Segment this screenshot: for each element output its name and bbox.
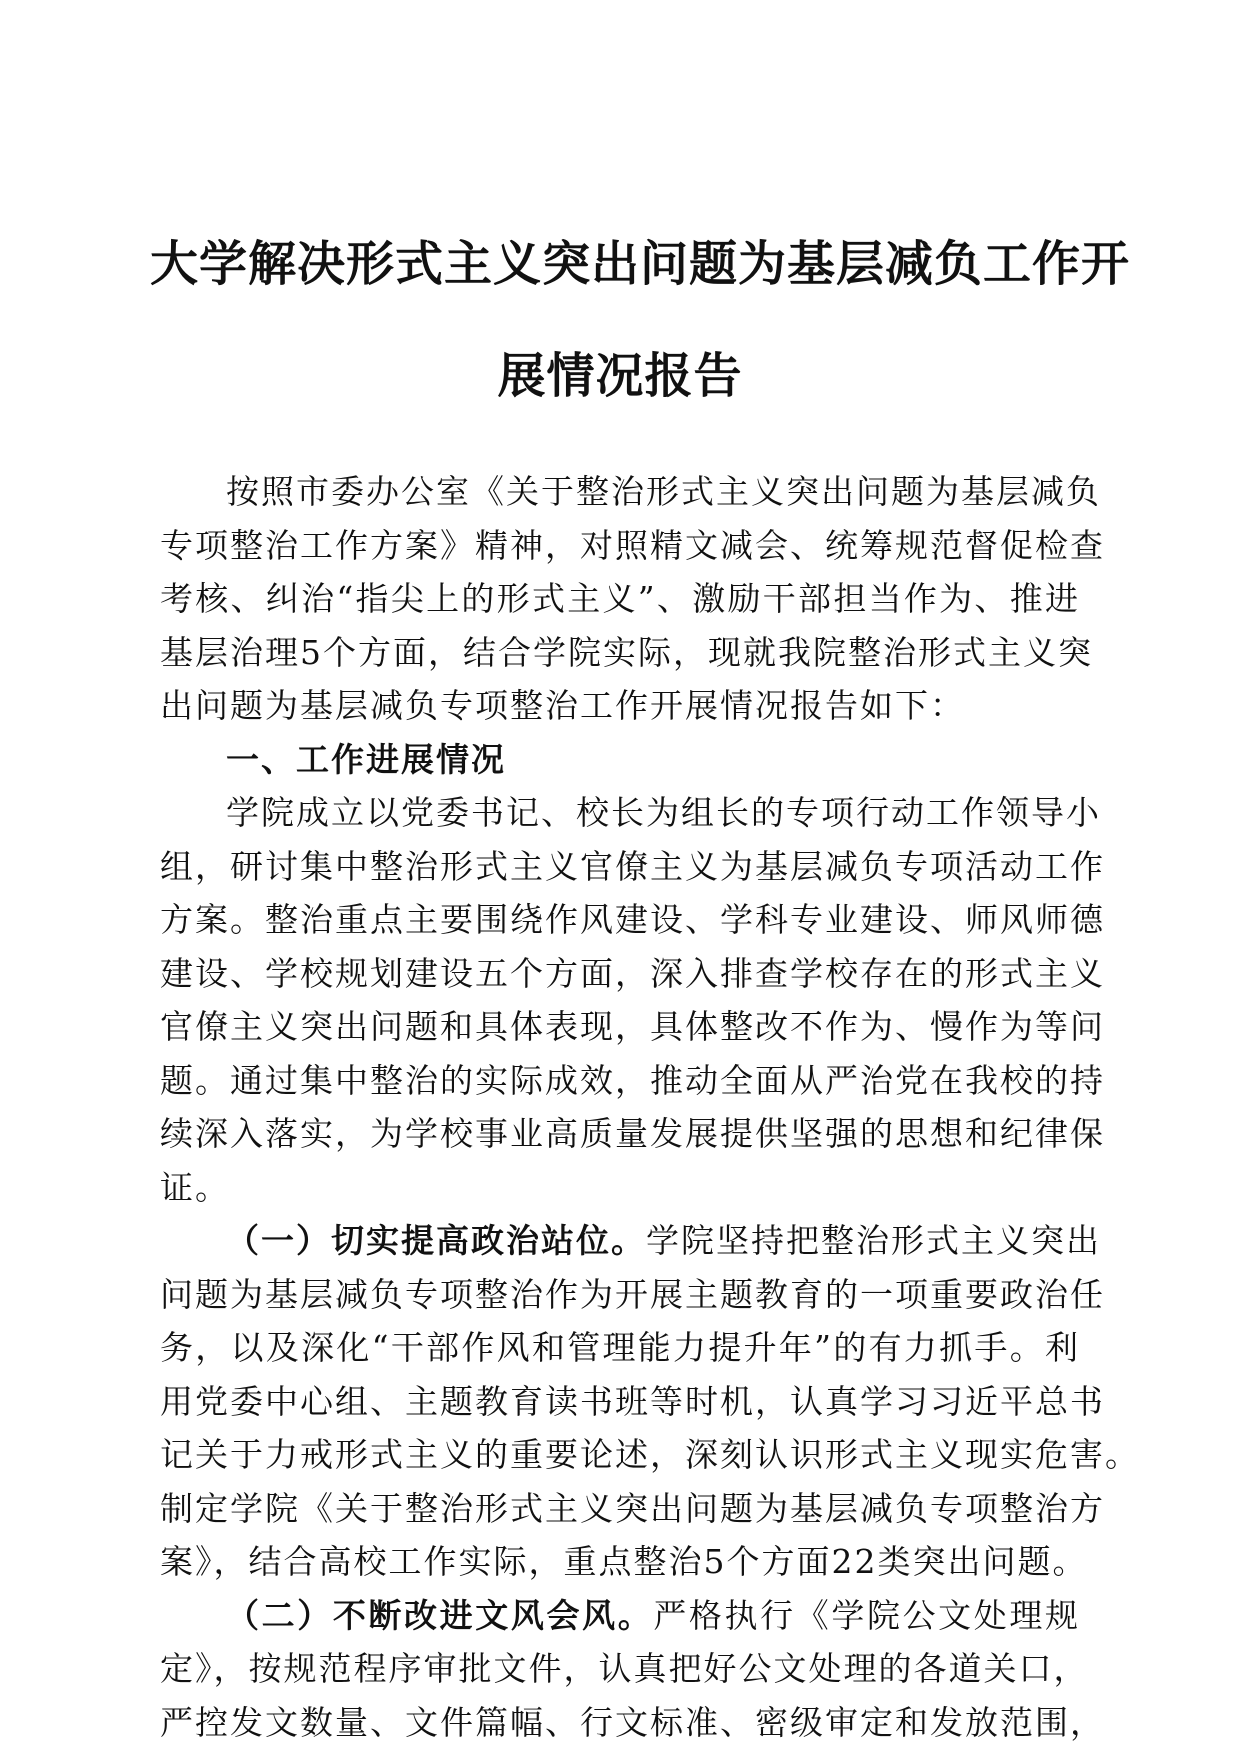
document-body	[160, 465, 1140, 1749]
intro-line: 出问题为基层减负专项整治工作开展情况报告如下：	[160, 686, 965, 725]
sub1-line: 制定学院《关于整治形式主义突出问题为基层减负专项整治方	[160, 1488, 1105, 1528]
sub2-first-line-text: 严格执行《学院公文处理规	[653, 1595, 1081, 1635]
sub1-first-line	[160, 1214, 1101, 1268]
sub1-first-line-text: 学院坚持把整治形式主义突出	[646, 1221, 1101, 1260]
sub1-line: 用党委中心组、主题教育读书班等时机，认真学习习近平总书	[160, 1381, 1105, 1421]
document-title-line-2: 展情况报告	[497, 348, 743, 404]
sub2-first-line	[160, 1589, 1080, 1643]
subsection-heading-political: （一）切实提高政治站位。	[226, 1221, 646, 1260]
section1-line: 续深入落实，为学校事业高质量发展提供坚强的思想和纪律保	[160, 1114, 1105, 1153]
sub2-line: 定》，按规范程序审批文件，认真把好公文处理的各道关口，	[160, 1649, 1089, 1688]
intro-line: 专项整治工作方案》精神，对照精文减会、统筹规范督促检查	[160, 525, 1105, 565]
section1-line: 题。通过集中整治的实际成效，推动全面从严治党在我校的持	[160, 1060, 1105, 1100]
section-heading-progress: 一、工作进展情况	[226, 739, 506, 779]
subsection-heading-style: （二）不断改进文风会风。	[226, 1595, 654, 1635]
intro-line: 考核、纠治“指尖上的形式主义”、激励干部担当作为、推进	[160, 579, 1080, 618]
intro-line: 按照市委办公室《关于整治形式主义突出问题为基层减负	[226, 472, 1101, 511]
sub1-line: 记关于力戒形式主义的重要论述，深刻认识形式主义现实危害。	[160, 1435, 1140, 1474]
section1-line: 建设、学校规划建设五个方面，深入排查学校存在的形式主义	[160, 953, 1105, 993]
sub1-line: 案》，结合高校工作实际，重点整治5个方面22类突出问题。	[160, 1542, 1088, 1581]
sub1-line: 务，以及深化“干部作风和管理能力提升年”的有力抓手。利	[160, 1328, 1080, 1367]
document-title-line-1: 大学解决形式主义突出问题为基层减负工作开	[150, 236, 1131, 292]
sub1-line: 问题为基层减负专项整治作为开展主题教育的一项重要政治任	[160, 1274, 1105, 1314]
intro-line: 基层治理5个方面，结合学院实际，现就我院整治形式主义突	[160, 632, 1093, 672]
section1-line: 证。	[160, 1167, 230, 1207]
section1-line: 官僚主义突出问题和具体表现，具体整改不作为、慢作为等问	[160, 1007, 1105, 1046]
section1-line: 组，研讨集中整治形式主义官僚主义为基层减负专项活动工作	[160, 846, 1105, 886]
section1-line: 方案。整治重点主要围绕作风建设、学科专业建设、师风师德	[160, 900, 1105, 939]
section1-line: 学院成立以党委书记、校长为组长的专项行动工作领导小	[226, 793, 1101, 832]
sub2-line: 严控发文数量、文件篇幅、行文标准、密级审定和发放范围，	[160, 1702, 1105, 1742]
